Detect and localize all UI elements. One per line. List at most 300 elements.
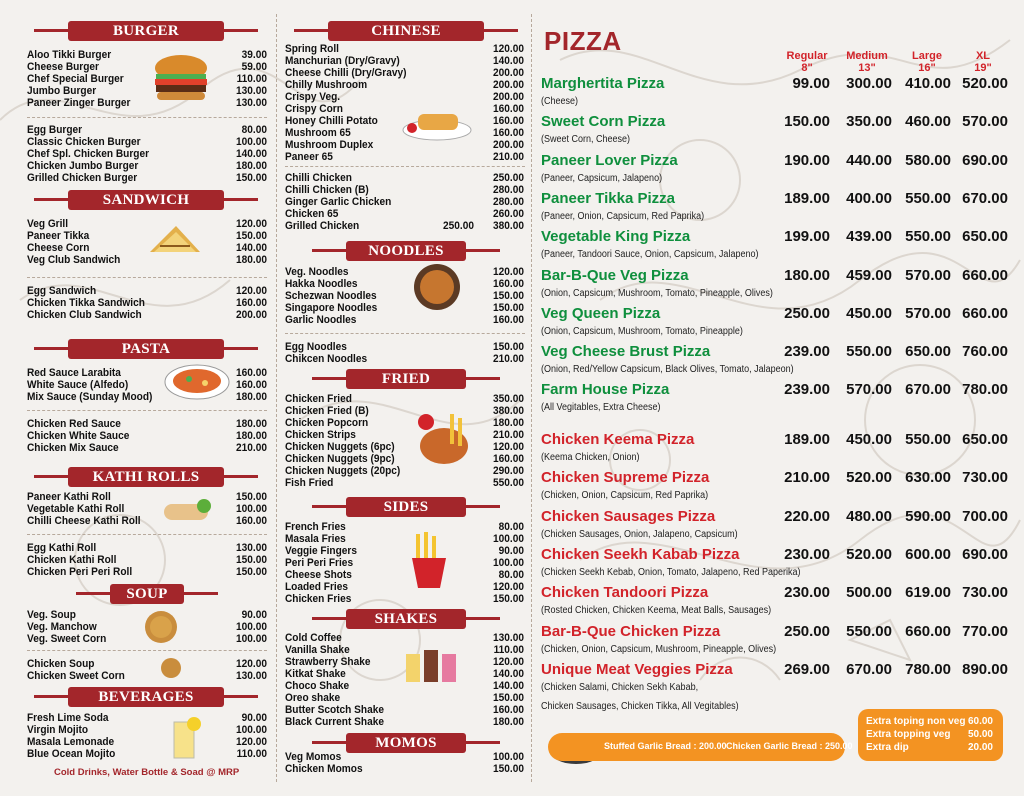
- pizza-price: 520.00: [846, 545, 892, 563]
- pizza-price: 459.00: [846, 266, 892, 284]
- menu-item-name: Chicken Peri Peri Roll: [27, 566, 133, 578]
- pizza-price: 190.00: [784, 151, 830, 169]
- menu-item-name: Blue Ocean Mojito: [27, 748, 116, 760]
- pizza-price: 670.00: [846, 660, 892, 678]
- pizza-ingredients: (Cheese): [541, 96, 579, 107]
- menu-item-price: 100.00: [236, 633, 267, 645]
- pizza-price: 210.00: [784, 469, 830, 487]
- menu-item-name: Chef Spl. Chicken Burger: [27, 148, 150, 160]
- fork-decoration: [466, 249, 500, 252]
- menu-item-name: Paneer Tikka: [27, 230, 90, 242]
- fork-decoration: [76, 592, 110, 595]
- pizza-price: 600.00: [905, 545, 951, 563]
- menu-item-price: 140.00: [493, 680, 524, 692]
- pizza-price: 520.00: [846, 469, 892, 487]
- menu-item-name: Chicken Fries: [285, 593, 352, 605]
- menu-item-price: 180.00: [236, 391, 267, 403]
- pizza-price: 520.00: [962, 75, 1008, 92]
- menu-item-price: 80.00: [241, 124, 267, 136]
- menu-item-name: Singapore Noodles: [285, 302, 378, 314]
- menu-item-name: Chicken Nuggets (6pc): [285, 441, 395, 453]
- burger-banner: [68, 21, 224, 41]
- menu-item-name: Cheese Shots: [285, 569, 352, 581]
- pizza-price: 570.00: [905, 304, 951, 322]
- menu-item-name: Garlic Noodles: [285, 314, 357, 326]
- pizza-ingredients: (Onion, Capsicum, Mushroom, Tomato, Pineapple): [541, 325, 743, 337]
- pizza-price: 460.00: [905, 113, 951, 131]
- extra-label: Extra dip: [866, 742, 909, 753]
- size-label: Regular: [786, 50, 828, 62]
- pizza-name: Paneer Lover Pizza: [541, 151, 678, 169]
- pizza-price: 189.00: [784, 431, 830, 448]
- size-inches: 8": [801, 62, 813, 74]
- pizza-ingredients: (Sweet Corn, Cheese): [541, 134, 631, 146]
- pizza-price: 189.00: [784, 189, 830, 207]
- fork-decoration: [34, 347, 68, 350]
- pizza-price: 760.00: [962, 343, 1008, 361]
- menu-item-price: 210.00: [493, 429, 524, 441]
- pizza-price: 230.00: [784, 545, 830, 563]
- menu-item-name: Vegetable Kathi Roll: [27, 503, 125, 515]
- menu-item-price: 120.00: [236, 285, 267, 297]
- menu-item-name: French Fries: [285, 521, 346, 533]
- menu-item-price: 380.00: [493, 220, 524, 232]
- pizza-price: 650.00: [962, 228, 1008, 246]
- menu-item-price: 100.00: [236, 724, 267, 736]
- menu-item-name: Vanilla Shake: [285, 644, 350, 656]
- pizza-price: 700.00: [962, 507, 1008, 525]
- section-title: PASTA: [121, 340, 171, 357]
- pizza-price: 440.00: [846, 151, 892, 169]
- menu-item-name: Veg Grill: [27, 218, 69, 230]
- pizza-ingredients: (Chicken Seekh Kebab, Onion, Tomato, Jalapeno, Red Paperika): [541, 566, 801, 578]
- fork-decoration: [34, 29, 68, 32]
- pizza-price: 660.00: [962, 304, 1008, 322]
- menu-item-price: 280.00: [493, 196, 524, 208]
- grilled-chicken-half-price: 250.00: [443, 220, 474, 232]
- menu-item-price: 200.00: [493, 79, 524, 91]
- pizza-ingredients: (Chicken Sausages, Onion, Jalapeno, Capsicum): [541, 528, 738, 540]
- section-separator: [27, 277, 267, 279]
- pizza-ingredients-line2: Chicken Sausages, Chicken Tikka, All Vegitables): [541, 700, 739, 712]
- pizza-price: 690.00: [962, 545, 1008, 563]
- menu-item-name: Paneer Kathi Roll: [27, 491, 111, 503]
- menu-item-name: Egg Burger: [27, 124, 83, 136]
- pizza-ingredients: (Paneer, Onion, Capsicum, Red Paprika): [541, 210, 705, 222]
- menu-item-price: 160.00: [236, 379, 267, 391]
- menu-item-name: Cheese Chilli (Dry/Gravy): [285, 67, 407, 79]
- pizza-price: 590.00: [905, 507, 951, 525]
- menu-item-name: Chicken Momos: [285, 763, 363, 775]
- fork-decoration: [224, 198, 258, 201]
- kathi-roll-image: [160, 494, 214, 528]
- pizza-ingredients: (Chicken, Onion, Capsicum, Red Paprika): [541, 490, 709, 502]
- lemonade-glass-image: [168, 714, 204, 762]
- menu-item-price: 100.00: [236, 621, 267, 633]
- section-separator: [27, 650, 267, 652]
- beverages-banner: [68, 687, 224, 707]
- pizza-price: 230.00: [784, 584, 830, 602]
- pizza-price: 450.00: [846, 431, 892, 448]
- menu-item-name: Strawberry Shake: [285, 656, 371, 668]
- extra-price: 50.00: [967, 729, 993, 740]
- noodles-image: [412, 262, 462, 312]
- menu-item-name: Mushroom 65: [285, 127, 351, 139]
- menu-item-name: Grilled Chicken Burger: [27, 172, 138, 184]
- pizza-name: Chicken Keema Pizza: [541, 431, 695, 448]
- pizza-price: 670.00: [905, 381, 951, 399]
- fork-decoration: [484, 29, 518, 32]
- menu-item-price: 130.00: [236, 85, 267, 97]
- menu-item-name: Chilli Cheese Kathi Roll: [27, 515, 141, 527]
- section-separator: [27, 410, 267, 412]
- fork-decoration: [466, 741, 500, 744]
- menu-item-name: Chef Special Burger: [27, 73, 124, 85]
- menu-item-price: 260.00: [493, 208, 524, 220]
- size-label: XL: [975, 50, 991, 62]
- menu-item-name: Cheese Burger: [27, 61, 100, 73]
- menu-item-price: 180.00: [236, 160, 267, 172]
- chinese-food-image: [400, 100, 474, 144]
- menu-item-name: Choco Shake: [285, 680, 350, 692]
- pizza-price: 770.00: [962, 622, 1008, 640]
- fork-decoration: [34, 695, 68, 698]
- menu-item-price: 160.00: [493, 103, 524, 115]
- menu-item-name: Chicken Fried: [285, 393, 352, 405]
- pizza-price: 180.00: [784, 266, 830, 284]
- menu-item-name: Chikcen Noodles: [285, 353, 368, 365]
- fork-decoration: [224, 347, 258, 350]
- menu-item-name: Crispy Veg.: [285, 91, 341, 103]
- menu-item-name: Chilly Mushroom: [285, 79, 368, 91]
- extra-price: 20.00: [967, 742, 993, 753]
- section-title: SANDWICH: [102, 191, 190, 208]
- menu-item-price: 150.00: [493, 290, 524, 302]
- menu-item-name: Egg Kathi Roll: [27, 542, 97, 554]
- menu-item-price: 140.00: [493, 668, 524, 680]
- menu-item-price: 290.00: [493, 465, 524, 477]
- soup-banner: [110, 584, 184, 604]
- menu-item-name: Chicken Popcorn: [285, 417, 369, 429]
- menu-item-name: Chicken Nuggets (9pc): [285, 453, 395, 465]
- menu-item-name: Chicken Club Sandwich: [27, 309, 142, 321]
- pizza-price: 730.00: [962, 584, 1008, 602]
- chinese-banner: [328, 21, 484, 41]
- menu-item-price: 80.00: [498, 569, 524, 581]
- chicken-garlic-bread: Chicken Garlic Bread : 250.00: [726, 741, 853, 751]
- menu-item-name: Manchurian (Dry/Gravy): [285, 55, 400, 67]
- pizza-price: 410.00: [905, 75, 951, 92]
- menu-item-name: Veg Momos: [285, 751, 342, 763]
- menu-item-price: 100.00: [493, 533, 524, 545]
- size-label: Medium: [846, 50, 888, 62]
- fork-decoration: [466, 377, 500, 380]
- pizza-name: Farm House Pizza: [541, 381, 670, 399]
- menu-item-price: 140.00: [493, 55, 524, 67]
- menu-item-price: 200.00: [493, 139, 524, 151]
- pizza-price: 630.00: [905, 469, 951, 487]
- pizza-ingredients: (Chicken, Onion, Capsicum, Mushroom, Pineapple, Olives): [541, 643, 777, 655]
- menu-item-name: Virgin Mojito: [27, 724, 89, 736]
- menu-item-name: Hakka Noodles: [285, 278, 358, 290]
- menu-item-price: 90.00: [498, 545, 524, 557]
- pizza-price: 250.00: [784, 304, 830, 322]
- menu-item-name: Chicken Soup: [27, 658, 95, 670]
- fried-chicken-image: [414, 410, 472, 468]
- size-inches: 19": [974, 62, 992, 74]
- menu-item-price: 160.00: [493, 314, 524, 326]
- pizza-price: 500.00: [846, 584, 892, 602]
- menu-item-name: Jumbo Burger: [27, 85, 97, 97]
- menu-item-price: 140.00: [236, 148, 267, 160]
- menu-item-price: 200.00: [236, 309, 267, 321]
- pizza-name: Vegetable King Pizza: [541, 228, 691, 246]
- column-divider: [276, 14, 277, 782]
- pizza-name: Bar-B-Que Veg Pizza: [541, 266, 689, 284]
- menu-item-name: Veg. Manchow: [27, 621, 97, 633]
- menu-item-name: Honey Chilli Potato: [285, 115, 378, 127]
- pizza-name: Sweet Corn Pizza: [541, 113, 666, 131]
- menu-item-name: Mix Sauce (Sunday Mood): [27, 391, 153, 403]
- section-title: MOMOS: [375, 734, 437, 751]
- menu-item-price: 160.00: [493, 453, 524, 465]
- menu-item-name: Chilli Chicken: [285, 172, 352, 184]
- menu-item-price: 210.00: [236, 442, 267, 454]
- menu-item-price: 160.00: [493, 115, 524, 127]
- menu-item-name: Chicken 65: [285, 208, 339, 220]
- menu-item-price: 160.00: [493, 704, 524, 716]
- pizza-price: 550.00: [905, 228, 951, 246]
- menu-item-price: 150.00: [493, 692, 524, 704]
- pizza-ingredients: (Paneer, Capsicum, Jalapeno): [541, 172, 663, 184]
- pizza-ingredients: (All Vegitables, Extra Cheese): [541, 402, 661, 414]
- pizza-price: 99.00: [792, 75, 830, 92]
- pizza-price: 239.00: [784, 381, 830, 399]
- menu-item-price: 130.00: [236, 542, 267, 554]
- size-inches: 16": [918, 62, 936, 74]
- fork-decoration: [312, 505, 346, 508]
- pizza-price: 550.00: [905, 431, 951, 448]
- section-title: SIDES: [383, 498, 429, 515]
- menu-item-price: 100.00: [236, 136, 267, 148]
- menu-item-price: 120.00: [236, 218, 267, 230]
- pizza-ingredients: (Paneer, Tandoori Sauce, Onion, Capsicum, Jalapeno): [541, 249, 759, 261]
- menu-item-price: 160.00: [493, 127, 524, 139]
- pizza-name: Chicken Seekh Kabab Pizza: [541, 545, 740, 563]
- soup-small-image: [160, 657, 182, 679]
- pizza-name: Bar-B-Que Chicken Pizza: [541, 622, 721, 640]
- menu-item-price: 160.00: [236, 367, 267, 379]
- size-label: Large: [912, 50, 942, 62]
- menu-item-price: 100.00: [493, 751, 524, 763]
- section-separator: [27, 117, 267, 119]
- menu-item-name: Egg Sandwich: [27, 285, 97, 297]
- menu-item-name: Black Current Shake: [285, 716, 385, 728]
- extra-label: Extra topping veg: [866, 729, 951, 740]
- menu-item-price: 200.00: [493, 67, 524, 79]
- pizza-price: 400.00: [846, 189, 892, 207]
- menu-item-price: 110.00: [236, 748, 267, 760]
- section-title: SHAKES: [374, 610, 438, 627]
- pizza-price: 550.00: [846, 343, 892, 361]
- pizza-price: 220.00: [784, 507, 830, 525]
- fork-decoration: [34, 198, 68, 201]
- menu-item-name: Chicken Nuggets (20pc): [285, 465, 401, 477]
- pasta-banner: [68, 339, 224, 359]
- menu-item-price: 380.00: [493, 405, 524, 417]
- menu-item-name: Fresh Lime Soda: [27, 712, 109, 724]
- menu-item-price: 120.00: [236, 658, 267, 670]
- extra-price: 60.00: [967, 716, 993, 727]
- menu-item-name: Chicken Jumbo Burger: [27, 160, 139, 172]
- pizza-price: 300.00: [846, 75, 892, 92]
- menu-item-price: 210.00: [493, 353, 524, 365]
- pizza-ingredients: (Keema Chicken, Onion): [541, 452, 640, 463]
- pizza-price: 480.00: [846, 507, 892, 525]
- fork-decoration: [312, 617, 346, 620]
- pizza-price: 570.00: [962, 113, 1008, 131]
- menu-item-name: Butter Scotch Shake: [285, 704, 384, 716]
- menu-item-name: Crispy Corn: [285, 103, 343, 115]
- pizza-price: 650.00: [905, 343, 951, 361]
- menu-item-price: 90.00: [241, 712, 267, 724]
- pizza-price: 350.00: [846, 113, 892, 131]
- pizza-price: 780.00: [962, 381, 1008, 399]
- menu-item-price: 130.00: [236, 670, 267, 682]
- menu-item-name: Fish Fried: [285, 477, 334, 489]
- sandwich-banner: [68, 190, 224, 210]
- menu-item-name: Egg Noodles: [285, 341, 347, 353]
- menu-item-name: Paneer Zinger Burger: [27, 97, 131, 109]
- section-title: CHINESE: [371, 22, 441, 39]
- menu-item-price: 110.00: [493, 644, 524, 656]
- menu-item-name: Chicken Tikka Sandwich: [27, 297, 145, 309]
- pizza-price: 150.00: [784, 113, 830, 131]
- menu-item-price: 150.00: [493, 593, 524, 605]
- pizza-price: 239.00: [784, 343, 830, 361]
- pizza-price: 450.00: [846, 304, 892, 322]
- menu-item-price: 59.00: [241, 61, 267, 73]
- menu-item-price: 150.00: [236, 554, 267, 566]
- menu-item-name: Oreo shake: [285, 692, 341, 704]
- pizza-price: 570.00: [905, 266, 951, 284]
- menu-item-name: Veg. Noodles: [285, 266, 349, 278]
- menu-item-price: 150.00: [236, 566, 267, 578]
- fork-decoration: [184, 592, 218, 595]
- menu-item-price: 140.00: [236, 242, 267, 254]
- fork-decoration: [34, 475, 68, 478]
- pizza-price: 550.00: [905, 189, 951, 207]
- pizza-name: Chicken Supreme Pizza: [541, 469, 710, 487]
- menu-item-price: 280.00: [493, 184, 524, 196]
- menu-item-name: White Sauce (Alfedo): [27, 379, 129, 391]
- pizza-name: Chicken Tandoori Pizza: [541, 584, 709, 602]
- fork-decoration: [466, 505, 500, 508]
- menu-item-price: 150.00: [236, 230, 267, 242]
- section-title: BEVERAGES: [98, 688, 194, 705]
- menu-item-name: Paneer 65: [285, 151, 333, 163]
- menu-item-price: 110.00: [236, 73, 267, 85]
- menu-item-name: Kitkat Shake: [285, 668, 346, 680]
- section-separator: [285, 166, 525, 168]
- noodles-banner: [346, 241, 466, 261]
- fork-decoration: [312, 377, 346, 380]
- menu-item-price: 200.00: [493, 91, 524, 103]
- menu-item-price: 350.00: [493, 393, 524, 405]
- fork-decoration: [224, 475, 258, 478]
- size-inches: 13": [858, 62, 876, 74]
- section-title: FRIED: [381, 370, 431, 387]
- menu-item-name: Chicken Fried (B): [285, 405, 369, 417]
- menu-item-price: 150.00: [493, 302, 524, 314]
- menu-item-price: 210.00: [493, 151, 524, 163]
- fork-decoration: [312, 741, 346, 744]
- pizza-price: 660.00: [962, 266, 1008, 284]
- garlic-bread-strip: [548, 733, 853, 761]
- section-title: SOUP: [126, 585, 168, 602]
- pizza-price: 660.00: [905, 622, 951, 640]
- menu-item-price: 100.00: [236, 503, 267, 515]
- pizza-price: 730.00: [962, 469, 1008, 487]
- pizza-price: 439.00: [846, 228, 892, 246]
- momos-banner: [346, 733, 466, 753]
- menu-item-name: Veg Club Sandwich: [27, 254, 121, 266]
- fork-decoration: [294, 29, 328, 32]
- pizza-name: Chicken Sausages Pizza: [541, 507, 716, 525]
- stuffed-garlic-bread: Stuffed Garlic Bread : 200.00: [604, 741, 727, 751]
- burger-image: [152, 52, 210, 102]
- menu-item-price: 120.00: [493, 43, 524, 55]
- menu-item-price: 120.00: [493, 441, 524, 453]
- section-title: KATHI ROLLS: [92, 468, 200, 485]
- pizza-price: 199.00: [784, 228, 830, 246]
- menu-item-name: Chicken White Sauce: [27, 430, 130, 442]
- pizza-price: 580.00: [905, 151, 951, 169]
- menu-item-name: Veg. Soup: [27, 609, 76, 621]
- pizza-title: PIZZA: [544, 26, 622, 56]
- pizza-name: Marghertita Pizza: [541, 75, 665, 92]
- pizza-price: 650.00: [962, 431, 1008, 448]
- pizza-price: 250.00: [784, 622, 830, 640]
- menu-item-name: Grilled Chicken: [285, 220, 360, 232]
- menu-item-price: 150.00: [236, 172, 267, 184]
- menu-item-price: 100.00: [493, 557, 524, 569]
- section-separator: [285, 333, 525, 335]
- menu-item-name: Spring Roll: [285, 43, 339, 55]
- soup-bowl-image: [144, 610, 178, 644]
- menu-item-price: 150.00: [236, 491, 267, 503]
- pizza-ingredients: (Rosted Chicken, Chicken Keema, Meat Balls, Sausages): [541, 605, 772, 617]
- menu-item-price: 180.00: [236, 254, 267, 266]
- menu-item-price: 120.00: [493, 581, 524, 593]
- menu-item-name: Cheese Corn: [27, 242, 90, 254]
- shakes-image: [402, 646, 462, 686]
- pizza-ingredients: (Onion, Capsicum, Mushroom, Tomato, Pineapple, Olives): [541, 287, 773, 299]
- menu-item-name: Chicken Sweet Corn: [27, 670, 125, 682]
- extras-box: [858, 709, 1003, 761]
- pizza-price: 550.00: [846, 622, 892, 640]
- menu-item-name: Chicken Red Sauce: [27, 418, 121, 430]
- menu-item-name: Mushroom Duplex: [285, 139, 374, 151]
- footer-note: Cold Drinks, Water Bottle & Soad @ MRP: [54, 767, 240, 778]
- sandwich-image: [146, 222, 204, 258]
- menu-item-name: Veg. Sweet Corn: [27, 633, 107, 645]
- pizza-ingredients: (Onion, Red/Yellow Capsicum, Black Olives, Tomato, Jalapeon): [541, 364, 794, 376]
- menu-item-name: Masala Lemonade: [27, 736, 115, 748]
- pizza-price: 570.00: [846, 381, 892, 399]
- pizza-name: Veg Queen Pizza: [541, 304, 661, 322]
- menu-item-name: Chicken Kathi Roll: [27, 554, 117, 566]
